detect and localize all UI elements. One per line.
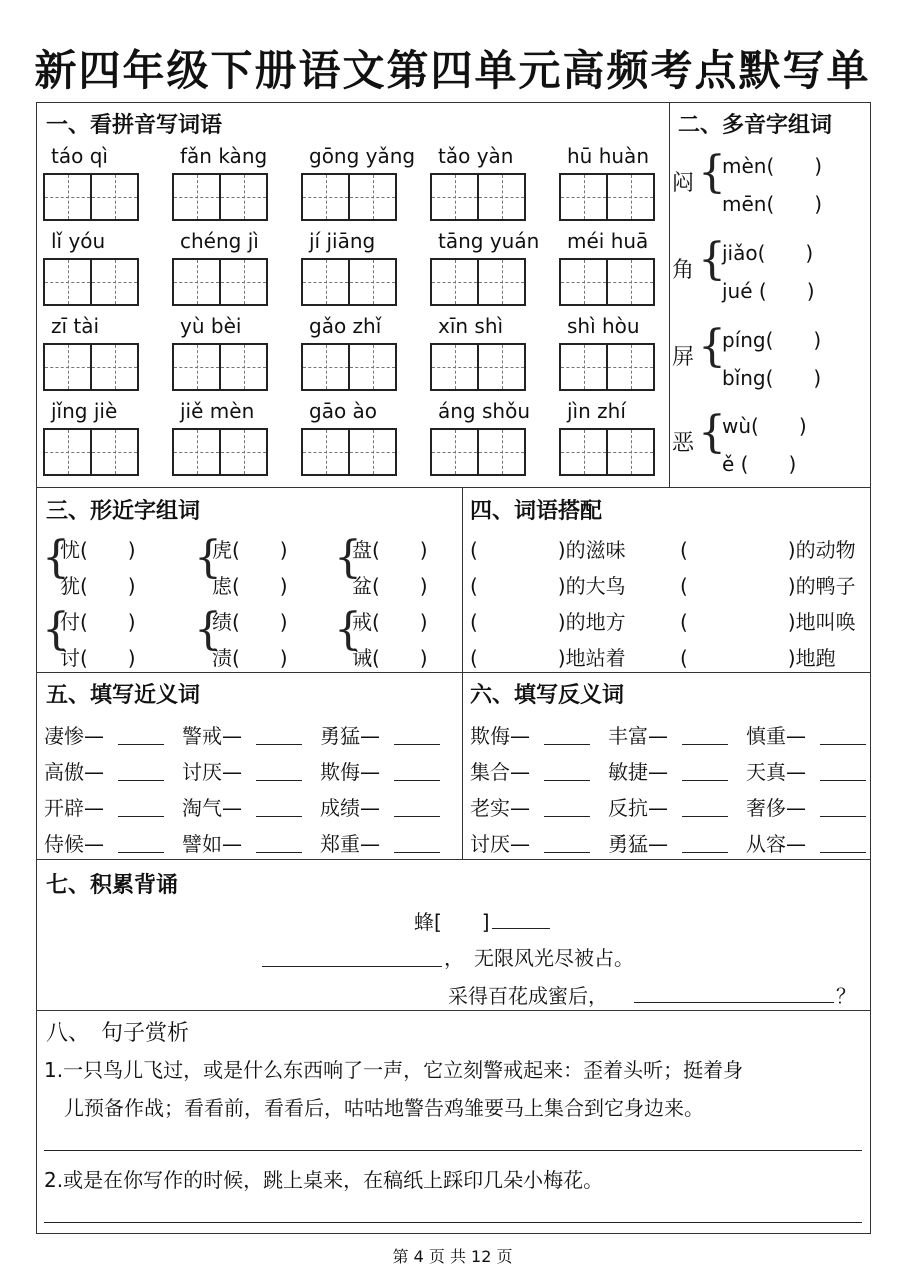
antonym-blank <box>820 780 866 781</box>
pinyin-label: méi huā <box>567 229 649 253</box>
brace-icon: { <box>334 532 362 583</box>
brace-icon: { <box>698 234 726 285</box>
similar-char-a: 付( ) <box>60 610 136 634</box>
brace-icon: { <box>334 604 362 655</box>
grid-cell[interactable] <box>432 260 479 304</box>
pinyin-label: fǎn kàng <box>180 144 268 168</box>
synonym-word: 郑重— <box>320 832 380 856</box>
synonym-blank <box>118 816 164 817</box>
writing-grid[interactable] <box>559 173 655 221</box>
section-pinyin-title: 一、看拼音写词语 <box>46 113 223 138</box>
similar-char-a: 绩( ) <box>212 610 288 634</box>
poem-line2: ， 无限风光尽被占。 <box>444 946 634 970</box>
grid-cell[interactable] <box>608 260 653 304</box>
polyphone-char: 角 <box>672 258 695 283</box>
synonym-word: 高傲— <box>44 760 104 784</box>
writing-grid[interactable] <box>172 428 268 476</box>
grid-cell[interactable] <box>174 430 221 474</box>
pinyin-label: áng shǒu <box>438 399 530 423</box>
grid-cell[interactable] <box>92 430 137 474</box>
similar-char-a: 盘( ) <box>352 538 428 562</box>
similar-char-b: 犹( ) <box>60 574 136 598</box>
poem-line3-end: ？ <box>836 984 856 1008</box>
pinyin-label: jìn zhí <box>567 399 626 423</box>
grid-cell[interactable] <box>174 260 221 304</box>
antonym-blank <box>544 852 590 853</box>
pinyin-label: lǐ yóu <box>51 229 106 253</box>
antonym-word: 集合— <box>470 760 530 784</box>
pinyin-label: gōng yǎng <box>309 144 416 168</box>
section-word-match-title: 四、词语搭配 <box>470 499 603 524</box>
synonym-word: 淘气— <box>182 796 242 820</box>
pinyin-label: gǎo zhǐ <box>309 314 382 338</box>
grid-cell[interactable] <box>350 175 395 219</box>
antonym-blank <box>820 852 866 853</box>
antonym-word: 从容— <box>746 832 806 856</box>
grid-cell[interactable] <box>561 430 608 474</box>
grid-cell[interactable] <box>221 260 266 304</box>
grid-cell[interactable] <box>174 175 221 219</box>
synonym-word: 凄惨— <box>44 724 104 748</box>
synonym-blank <box>118 780 164 781</box>
writing-grid[interactable] <box>559 343 655 391</box>
grid-cell[interactable] <box>45 260 92 304</box>
writing-grid[interactable] <box>301 173 397 221</box>
writing-grid[interactable] <box>43 173 139 221</box>
synonym-word: 譬如— <box>182 832 242 856</box>
pinyin-label: gāo ào <box>309 399 378 423</box>
grid-cell[interactable] <box>221 175 266 219</box>
question-2: 2.或是在你写作的时候，跳上桌来，在稿纸上踩印几朵小梅花。 <box>44 1168 604 1192</box>
answer-line-2 <box>44 1222 862 1223</box>
grid-cell[interactable] <box>479 175 524 219</box>
similar-char-b: 讨( ) <box>60 646 136 670</box>
brace-icon: { <box>42 532 70 583</box>
antonym-word: 勇猛— <box>608 832 668 856</box>
synonym-blank <box>256 816 302 817</box>
antonym-word: 敏捷— <box>608 760 668 784</box>
grid-cell[interactable] <box>479 260 524 304</box>
grid-cell[interactable] <box>350 345 395 389</box>
writing-grid[interactable] <box>559 258 655 306</box>
polyphone-option-b: bǐng( ) <box>722 366 822 390</box>
grid-cell[interactable] <box>350 260 395 304</box>
synonym-word: 勇猛— <box>320 724 380 748</box>
polyphone-option-b: jué ( ) <box>722 279 815 303</box>
grid-cell[interactable] <box>92 175 137 219</box>
synonym-blank <box>394 780 440 781</box>
page-footer: 第 4 页 共 12 页 <box>392 1247 513 1266</box>
pinyin-label: jǐng jiè <box>51 399 118 423</box>
grid-cell[interactable] <box>432 345 479 389</box>
grid-cell[interactable] <box>174 345 221 389</box>
antonym-blank <box>544 744 590 745</box>
antonym-blank <box>820 816 866 817</box>
grid-cell[interactable] <box>303 260 350 304</box>
poem-line2-blank <box>262 966 442 967</box>
grid-cell[interactable] <box>92 260 137 304</box>
writing-grid[interactable] <box>43 343 139 391</box>
synonym-word: 欺侮— <box>320 760 380 784</box>
brace-icon: { <box>194 532 222 583</box>
section-synonyms-title: 五、填写近义词 <box>46 683 201 708</box>
poem-title: 蜂[ ] <box>414 910 490 934</box>
polyphone-option-a: píng( ) <box>722 328 822 352</box>
pinyin-label: xīn shì <box>438 314 504 338</box>
grid-cell[interactable] <box>303 430 350 474</box>
collocation-left: ( )的大鸟 <box>470 574 626 598</box>
grid-cell[interactable] <box>303 175 350 219</box>
collocation-left: ( )的滋味 <box>470 538 626 562</box>
writing-grid[interactable] <box>301 258 397 306</box>
synonym-blank <box>394 816 440 817</box>
antonym-blank <box>682 780 728 781</box>
section-sentence-title: 八、 句子赏析 <box>46 1021 190 1046</box>
antonym-word: 天真— <box>746 760 806 784</box>
antonym-word: 奢侈— <box>746 796 806 820</box>
grid-cell[interactable] <box>303 345 350 389</box>
grid-cell[interactable] <box>45 430 92 474</box>
pinyin-label: tǎo yàn <box>438 144 514 168</box>
antonym-blank <box>682 744 728 745</box>
similar-char-b: 渍( ) <box>212 646 288 670</box>
section-similar-chars-title: 三、形近字组词 <box>46 499 201 524</box>
antonym-blank <box>682 816 728 817</box>
collocation-right: ( )的动物 <box>680 538 856 562</box>
grid-cell[interactable] <box>479 430 524 474</box>
writing-grid[interactable] <box>430 258 526 306</box>
grid-cell[interactable] <box>432 430 479 474</box>
grid-cell[interactable] <box>432 175 479 219</box>
section-polyphone-title: 二、多音字组词 <box>678 113 833 138</box>
polyphone-option-b: ě ( ) <box>722 452 797 476</box>
writing-grid[interactable] <box>43 428 139 476</box>
synonym-blank <box>118 744 164 745</box>
synonym-blank <box>118 852 164 853</box>
similar-char-a: 戒( ) <box>352 610 428 634</box>
synonym-word: 讨厌— <box>182 760 242 784</box>
antonym-word: 欺侮— <box>470 724 530 748</box>
polyphone-char: 闷 <box>672 171 695 196</box>
pinyin-label: shì hòu <box>567 314 640 338</box>
grid-cell[interactable] <box>608 430 653 474</box>
writing-grid[interactable] <box>172 258 268 306</box>
writing-grid[interactable] <box>172 173 268 221</box>
grid-cell[interactable] <box>479 345 524 389</box>
pinyin-label: jí jiāng <box>309 229 376 253</box>
collocation-right: ( )的鸭子 <box>680 574 856 598</box>
brace-icon: { <box>698 147 726 198</box>
polyphone-option-a: mèn( ) <box>722 154 823 178</box>
grid-cell[interactable] <box>221 430 266 474</box>
synonym-blank <box>256 780 302 781</box>
pinyin-label: jiě mèn <box>180 399 255 423</box>
grid-cell[interactable] <box>608 345 653 389</box>
pinyin-label: hū huàn <box>567 144 649 168</box>
question-1-line1: 1.一只鸟儿飞过，或是什么东西响了一声，它立刻警戒起来：歪着头听；挺着身 <box>44 1058 744 1082</box>
brace-icon: { <box>194 604 222 655</box>
polyphone-char: 恶 <box>672 431 695 456</box>
collocation-right: ( )地叫唤 <box>680 610 856 634</box>
synonym-blank <box>256 744 302 745</box>
polyphone-option-a: wù( ) <box>722 414 807 438</box>
synonym-blank <box>256 852 302 853</box>
similar-char-b: 诫( ) <box>352 646 428 670</box>
brace-icon: { <box>42 604 70 655</box>
synonym-word: 开辟— <box>44 796 104 820</box>
page-title: 新四年级下册语文第四单元高频考点默写单 <box>34 46 871 95</box>
synonym-blank <box>394 744 440 745</box>
polyphone-char: 屏 <box>672 345 695 370</box>
similar-char-b: 虑( ) <box>212 574 288 598</box>
brace-icon: { <box>698 407 726 458</box>
grid-cell[interactable] <box>45 175 92 219</box>
antonym-blank <box>544 780 590 781</box>
antonym-word: 丰富— <box>608 724 668 748</box>
antonym-blank <box>820 744 866 745</box>
grid-cell[interactable] <box>561 260 608 304</box>
antonym-blank <box>682 852 728 853</box>
writing-grid[interactable] <box>301 343 397 391</box>
question-1-line2: 儿预备作战；看看前，看看后，咕咕地警告鸡雏要马上集合到它身边来。 <box>64 1096 704 1120</box>
synonym-word: 侍候— <box>44 832 104 856</box>
grid-cell[interactable] <box>350 430 395 474</box>
writing-grid[interactable] <box>301 428 397 476</box>
section-antonyms-title: 六、填写反义词 <box>470 683 625 708</box>
polyphone-option-a: jiǎo( ) <box>722 241 814 265</box>
polyphone-option-b: mēn( ) <box>722 192 823 216</box>
grid-cell[interactable] <box>561 175 608 219</box>
poem-line3: 采得百花成蜜后， <box>448 984 608 1008</box>
collocation-left: ( )地站着 <box>470 646 626 670</box>
synonym-word: 成绩— <box>320 796 380 820</box>
writing-grid[interactable] <box>172 343 268 391</box>
writing-grid[interactable] <box>43 258 139 306</box>
grid-cell[interactable] <box>92 345 137 389</box>
answer-line-1 <box>44 1150 862 1151</box>
pinyin-label: yù bèi <box>180 314 242 338</box>
writing-grid[interactable] <box>430 343 526 391</box>
grid-cell[interactable] <box>561 345 608 389</box>
writing-grid[interactable] <box>559 428 655 476</box>
section-recite-title: 七、积累背诵 <box>46 873 179 898</box>
writing-grid[interactable] <box>430 173 526 221</box>
antonym-word: 反抗— <box>608 796 668 820</box>
grid-cell[interactable] <box>45 345 92 389</box>
poem-title-blank <box>492 928 550 929</box>
synonym-word: 警戒— <box>182 724 242 748</box>
pinyin-label: chéng jì <box>180 229 259 253</box>
writing-grid[interactable] <box>430 428 526 476</box>
pinyin-label: táo qì <box>51 144 108 168</box>
brace-icon: { <box>698 321 726 372</box>
synonym-blank <box>394 852 440 853</box>
collocation-left: ( )的地方 <box>470 610 626 634</box>
antonym-word: 慎重— <box>746 724 806 748</box>
collocation-right: ( )地跑 <box>680 646 836 670</box>
grid-cell[interactable] <box>608 175 653 219</box>
poem-line3-blank <box>634 1002 834 1003</box>
similar-char-a: 忧( ) <box>60 538 136 562</box>
pinyin-label: zī tài <box>51 314 100 338</box>
antonym-blank <box>544 816 590 817</box>
pinyin-label: tāng yuán <box>438 229 540 253</box>
antonym-word: 老实— <box>470 796 530 820</box>
grid-cell[interactable] <box>221 345 266 389</box>
similar-char-a: 虎( ) <box>212 538 288 562</box>
antonym-word: 讨厌— <box>470 832 530 856</box>
similar-char-b: 盆( ) <box>352 574 428 598</box>
